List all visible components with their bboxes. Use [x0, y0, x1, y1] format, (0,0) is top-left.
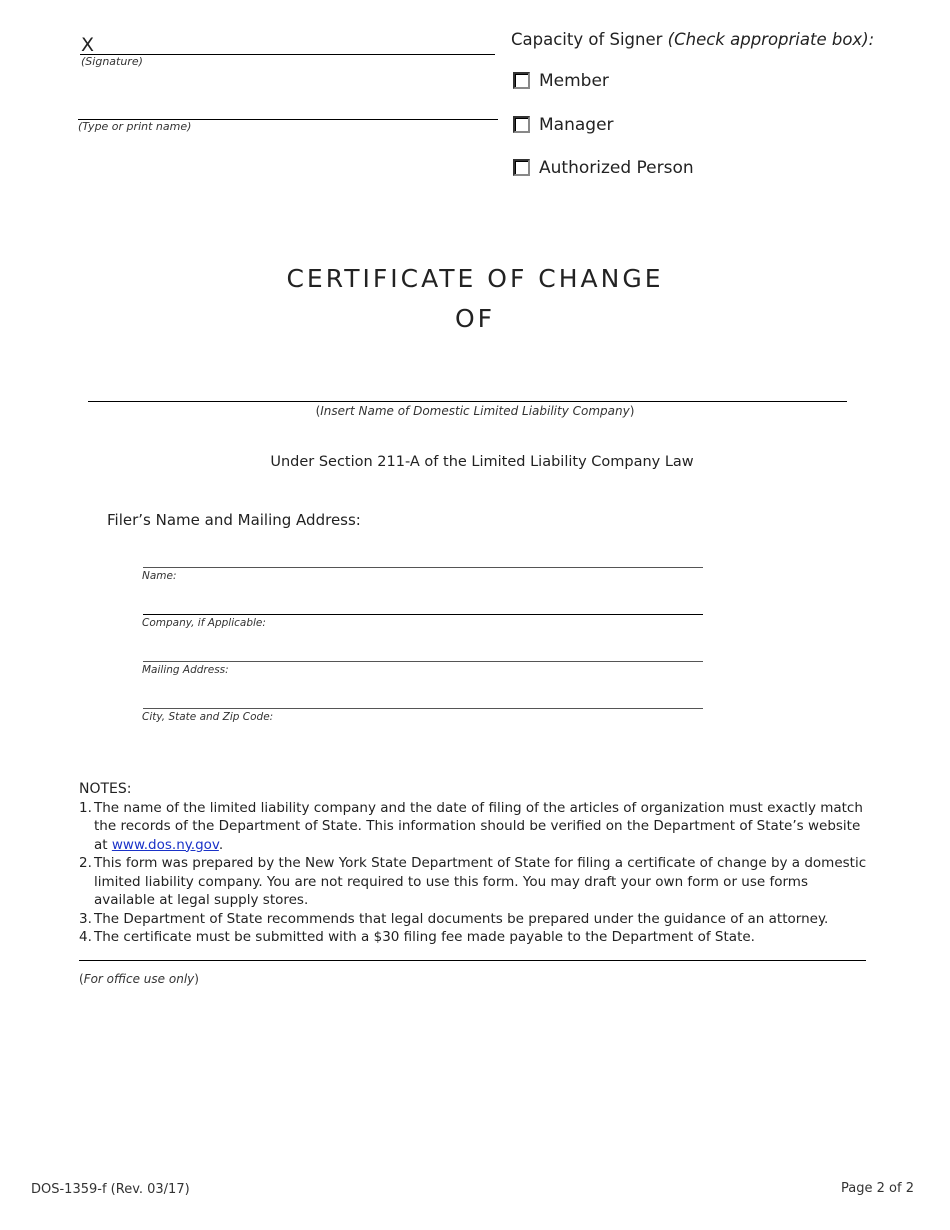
company-name-line[interactable] — [88, 401, 847, 402]
dos-website-link[interactable]: www.dos.ny.gov — [111, 836, 219, 853]
note-item — [79, 928, 869, 947]
note-2-text: This form was prepared by the New York State Department of State for filing a certificate of change by a domestic limited liability company. You are not required to use this form. You may draft your own form or use forms available at legal supply stores. — [94, 855, 867, 908]
filer-city-label: City, State and Zip Code: — [142, 711, 274, 723]
manager-label: Manager — [539, 115, 614, 135]
notes-list — [79, 799, 869, 947]
company-name-caption-open: ( — [315, 404, 321, 418]
capacity-heading-hint: (Check appropriate box): — [667, 30, 875, 49]
member-checkbox[interactable] — [513, 72, 530, 89]
office-use-close: ) — [194, 972, 199, 986]
form-id: DOS-1359-f (Rev. 03/17) — [31, 1182, 190, 1197]
filer-heading: Filer’s Name and Mailing Address: — [107, 511, 361, 529]
filer-name-label: Name: — [142, 570, 177, 582]
company-name-caption — [0, 404, 950, 418]
signature-caption: (Signature) — [81, 55, 143, 68]
section-text: Under Section 211-A of the Limited Liability Company Law — [270, 454, 694, 470]
office-use-caption — [79, 972, 199, 986]
capacity-heading-text: Capacity of Signer — [511, 30, 668, 49]
office-use-open: ( — [79, 972, 84, 986]
note-3-text: The Department of State recommends that legal documents be prepared under the guidance of an attorney. — [94, 910, 829, 927]
company-name-caption-close: ) — [629, 404, 635, 418]
filer-company-label: Company, if Applicable: — [142, 617, 266, 629]
note-1-end: . — [218, 836, 224, 853]
office-use-text: For office use only — [83, 972, 195, 986]
filer-address-label: Mailing Address: — [142, 664, 229, 676]
capacity-heading — [511, 30, 874, 49]
filer-city-line[interactable] — [143, 708, 703, 709]
signature-x-mark: X — [81, 34, 95, 56]
note-number: 2. — [79, 855, 92, 871]
filer-name-line[interactable] — [143, 567, 703, 568]
note-number: 3. — [79, 910, 92, 927]
note-4-text: The certificate must be submitted with a $30 filing fee made payable to the Department of State. — [94, 929, 755, 945]
office-use-divider — [79, 960, 866, 961]
authorized-person-checkbox[interactable] — [513, 159, 530, 176]
note-item — [79, 854, 869, 910]
notes-section — [79, 780, 869, 947]
certificate-title: CERTIFICATE OF CHANGE — [286, 264, 664, 293]
member-label: Member — [539, 71, 609, 91]
filer-address-line[interactable] — [143, 661, 703, 662]
manager-checkbox[interactable] — [513, 116, 530, 133]
certificate-title-of: OF — [454, 304, 496, 333]
authorized-person-label: Authorized Person — [539, 158, 694, 178]
notes-heading: NOTES: — [79, 781, 132, 797]
note-item — [79, 910, 869, 929]
note-text — [94, 799, 869, 855]
note-item — [79, 799, 869, 855]
company-name-caption-text: Insert Name of Domestic Limited Liability Company — [320, 404, 630, 418]
note-number: 4. — [79, 929, 92, 945]
note-number: 1. — [79, 799, 92, 816]
page-number: Page 2 of 2 — [841, 1181, 914, 1196]
note-1-text: The name of the limited liability company and the date of filing of the articles of organization must exactly match the records of the Department of State. This information should be verified on the Department of State’s website at — [94, 799, 863, 853]
print-name-caption: (Type or print name) — [78, 120, 192, 133]
filer-company-line[interactable] — [143, 614, 703, 615]
